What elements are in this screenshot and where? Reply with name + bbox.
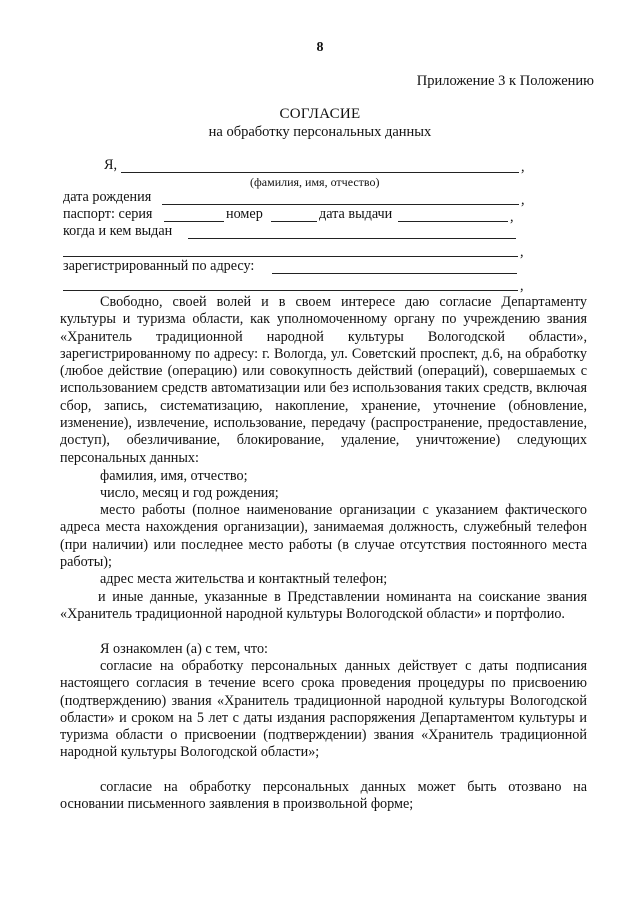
address-field-line2[interactable] [63, 290, 518, 291]
term-revocation: согласие на обработку персональных данных может быть отозвано на основании письменного заявления в произвольной форме; [60, 779, 587, 813]
annex-reference: Приложение 3 к Положению [416, 73, 594, 89]
data-item-fio: фамилия, имя, отчество; [100, 468, 248, 484]
term-validity: согласие на обработку персональных данных действует с даты подписания настоящего согласия в течение всего срока проведения процедуры по присвоению (подтверждению) звания «Хранитель традиционной народной культуры Вологодской области» и сроком на 5 лет с даты издания распоряжения Департаментом культуры и туризма области о присвоении (подтверждении) звания «Хранитель традиционной народной культуры Вологодской области»; [60, 658, 587, 761]
passport-series-field[interactable] [164, 221, 224, 222]
passport-number-label: номер [226, 206, 263, 222]
data-item-address: адрес места жительства и контактный телефон; [100, 571, 388, 587]
birth-date-label: дата рождения [63, 189, 152, 205]
consent-paragraph: Свободно, своей волей и в своем интересе даю согласие Департаменту культуры и туризма области, как уполномоченному органу по учреждению звания «Хранитель традиционной народной культуры Вологодской области», зарегистрированному по адресу: г. Вологда, ул. Советский проспект, д.6, на обработку (любое действие (операцию) или совокупность действий (операций), совершаемых с использованием средств автоматизации или без использования таких средств, включая сбор, запись, систематизацию, накопление, хранение, уточнение (обновление, изменение), извлечение, использование, передачу (распространение, предоставление, доступ), обезличивание, блокирование, удаление, уничтожение) следующих персональных данных: [60, 294, 587, 466]
issued-by-comma: , [520, 244, 524, 260]
passport-number-field[interactable] [271, 221, 317, 222]
address-field[interactable] [272, 273, 517, 274]
passport-series-label: паспорт: серия [63, 206, 153, 222]
document-subtitle: на обработку персональных данных [208, 124, 432, 140]
birth-date-field[interactable] [162, 204, 519, 205]
issue-date-field[interactable] [398, 221, 508, 222]
birth-date-comma: , [521, 192, 525, 208]
data-item-other: и иные данные, указанные в Представлении номинанта на соискание звания «Хранитель традиционной народной культуры Вологодской области» и портфолио. [60, 589, 587, 623]
page-number: 8 [316, 40, 324, 55]
data-item-workplace: место работы (полное наименование организации с указанием фактического адреса места нахождения организации), занимаемая должность, служебный телефон (при наличии) или последнее место работы (в случае отсутствия постоянного места работы); [60, 502, 587, 570]
issued-by-label: когда и кем выдан [63, 223, 173, 239]
document-title: СОГЛАСИЕ [279, 106, 361, 122]
i-label: Я, [104, 157, 118, 173]
fio-comma: , [521, 159, 525, 175]
issued-by-field-line2[interactable] [63, 256, 518, 257]
fio-caption: (фамилия, имя, отчество) [250, 175, 380, 189]
acknowledgement: Я ознакомлен (а) с тем, что: [100, 641, 268, 657]
address-comma: , [520, 278, 524, 294]
fio-field[interactable] [121, 172, 519, 173]
address-label: зарегистрированный по адресу: [63, 258, 255, 274]
passport-comma: , [510, 209, 514, 225]
issue-date-label: дата выдачи [319, 206, 393, 222]
issued-by-field[interactable] [188, 238, 516, 239]
data-item-birth-date: число, месяц и год рождения; [100, 485, 279, 501]
